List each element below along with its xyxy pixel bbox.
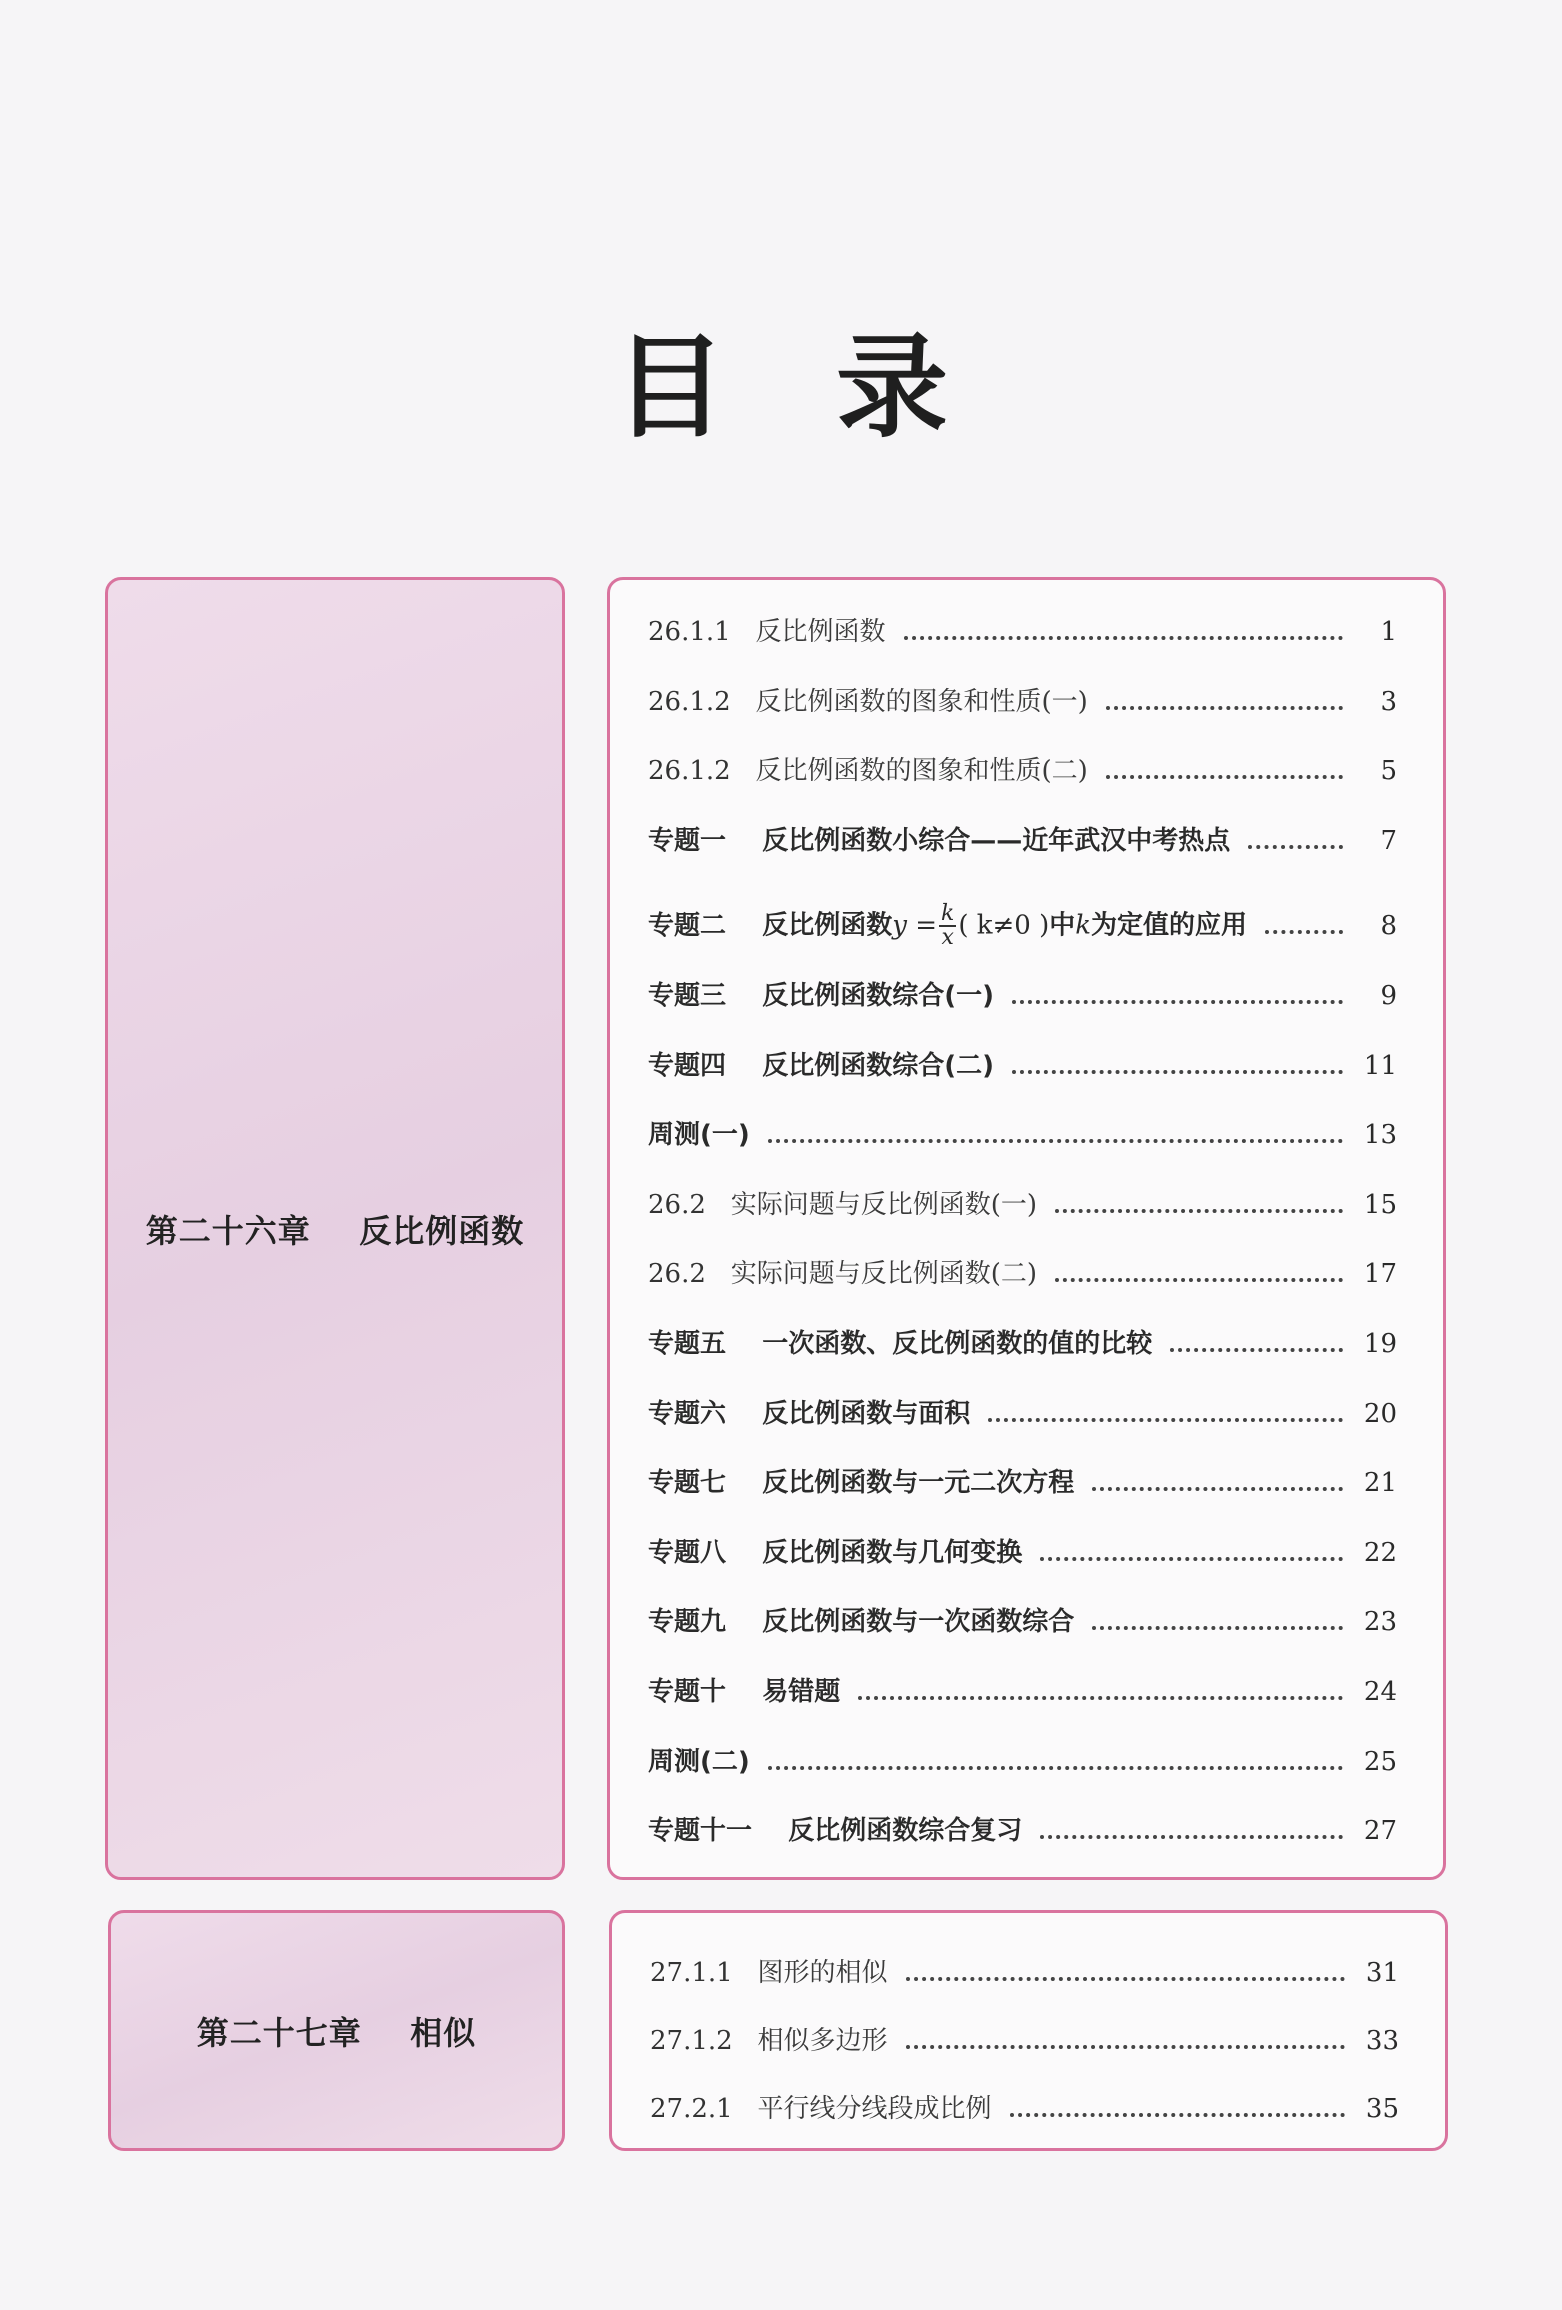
leader-dots	[1106, 775, 1343, 779]
toc-entry-page: 21	[1363, 1468, 1397, 1499]
toc-entry-label: 相似多边形	[757, 2026, 888, 2056]
formula-fraction	[939, 903, 956, 949]
toc-entry[interactable]	[648, 1531, 1397, 1575]
toc-entry[interactable]	[648, 1392, 1397, 1436]
toc-entry[interactable]	[648, 974, 1397, 1018]
toc-entry-label: 反比例函数与几何变换	[762, 1537, 1023, 1568]
leader-dots	[858, 1696, 1343, 1700]
leader-dots	[1012, 1070, 1343, 1074]
toc-list-26	[648, 580, 1397, 1877]
toc-entry-number: 专题十一	[648, 1816, 789, 1847]
toc-entry-page: 22	[1363, 1537, 1397, 1568]
toc-entry[interactable]	[650, 2087, 1399, 2131]
toc-entry-page: 27	[1363, 1816, 1397, 1847]
toc-entry-number: 专题九	[648, 1607, 763, 1638]
toc-entry-page: 23	[1363, 1607, 1397, 1638]
toc-entry-page: 19	[1363, 1329, 1397, 1359]
toc-entry-label: 反比例函数的图象和性质(二)	[755, 756, 1088, 787]
leader-dots	[1055, 1278, 1343, 1282]
leader-dots	[906, 1977, 1345, 1981]
toc-entry-page: 11	[1363, 1050, 1397, 1081]
toc-entry-number: 专题一	[648, 825, 763, 856]
toc-entry-number: 专题十	[648, 1677, 763, 1707]
leader-dots	[768, 1766, 1343, 1770]
leader-dots	[1040, 1835, 1343, 1839]
toc-entry-number: 26.2	[648, 1259, 731, 1290]
toc-entry-label: 图形的相似	[757, 1958, 888, 1988]
toc-entry-page: 1	[1380, 617, 1397, 647]
toc-entry-page: 24	[1363, 1677, 1397, 1707]
leader-dots	[1248, 845, 1343, 849]
toc-entry[interactable]	[648, 749, 1397, 793]
toc-entry-number: 27.1.2	[650, 2026, 758, 2056]
toc-entry-page: 3	[1380, 686, 1397, 717]
toc-entry-number: 26.1.2	[648, 686, 756, 717]
toc-entry-page: 5	[1380, 756, 1397, 787]
toc-entry-page: 7	[1380, 825, 1397, 856]
toc-entry-label: 反比例函数与面积	[762, 1398, 971, 1429]
fraction-numerator: k	[940, 901, 955, 927]
toc-entry-page: 15	[1363, 1189, 1397, 1220]
toc-entry-page: 35	[1365, 2094, 1399, 2124]
toc-entry-number: 专题七	[648, 1468, 763, 1499]
toc-entry-number: 专题四	[648, 1050, 763, 1081]
toc-entry-number: 专题二	[648, 911, 763, 942]
toc-entry[interactable]	[648, 1740, 1397, 1784]
chapter-26-box	[105, 577, 565, 1880]
toc-entry-label: 实际问题与反比例函数(二)	[730, 1259, 1037, 1290]
leader-dots	[1092, 1626, 1343, 1630]
toc-entry-number: 27.1.1	[650, 1958, 758, 1988]
toc-entry-label: 平行线分线段成比例	[757, 2094, 992, 2124]
toc-entry-label: 易错题	[762, 1677, 841, 1707]
leader-dots	[1040, 1557, 1343, 1561]
toc-entry-label: 周测(一)	[648, 1120, 750, 1151]
toc-entry[interactable]	[648, 610, 1397, 654]
toc-entry-label: 一次函数、反比例函数的值的比较	[762, 1329, 1153, 1359]
toc-entry-page: 17	[1363, 1259, 1397, 1290]
toc-entry[interactable]	[648, 1252, 1397, 1296]
chapter-26-toc	[607, 577, 1446, 1880]
toc-entry-label: 反比例函数与一次函数综合	[762, 1607, 1075, 1638]
leader-dots	[988, 1418, 1343, 1422]
chapter-27-toc	[609, 1910, 1448, 2151]
toc-entry-number: 26.1.2	[648, 756, 756, 787]
leader-dots	[1092, 1487, 1343, 1491]
toc-entry-label: 反比例函数	[755, 617, 886, 647]
toc-entry[interactable]	[648, 1322, 1397, 1366]
toc-entry-page: 31	[1365, 1958, 1399, 1988]
chapter-27-title: 第二十七章 相似	[196, 2013, 477, 2052]
toc-entry[interactable]	[648, 1670, 1397, 1714]
toc-entry[interactable]	[648, 1183, 1397, 1227]
toc-entry-number: 26.2	[648, 1189, 731, 1220]
toc-entry[interactable]	[648, 1600, 1397, 1644]
toc-entry[interactable]	[648, 901, 1397, 951]
toc-entry[interactable]	[648, 1809, 1397, 1853]
toc-entry-label: 反比例函数综合(二)	[762, 1050, 994, 1081]
toc-entry-label: 反比例函数综合复习	[788, 1816, 1023, 1847]
toc-entry-label: 实际问题与反比例函数(一)	[730, 1189, 1037, 1220]
leader-dots	[906, 2045, 1345, 2049]
toc-entry-number: 27.2.1	[650, 2094, 758, 2124]
leader-dots	[1170, 1348, 1343, 1352]
chapter-27-box	[108, 1910, 565, 2151]
fraction-denominator: x	[941, 925, 954, 951]
toc-entry[interactable]	[648, 819, 1397, 863]
chapter-26-title: 第二十六章 反比例函数	[145, 1211, 525, 1250]
toc-entry[interactable]	[650, 2019, 1399, 2063]
toc-entry-number: 专题五	[648, 1329, 763, 1359]
formula-condition: ( k≠0 )	[958, 910, 1050, 941]
toc-entry[interactable]	[650, 1951, 1399, 1995]
toc-entry[interactable]	[648, 1044, 1397, 1088]
formula-tail: 为定值的应用	[1091, 910, 1248, 941]
toc-entry-page: 13	[1363, 1120, 1397, 1151]
toc-entry-page: 9	[1380, 981, 1397, 1011]
toc-entry-page: 25	[1363, 1746, 1397, 1777]
toc-entry-number: 专题八	[648, 1537, 763, 1568]
toc-entry-label: 周测(二)	[648, 1746, 750, 1777]
leader-dots	[1106, 706, 1343, 710]
formula-prefix: 反比例函数	[762, 910, 893, 941]
formula-y: y =	[892, 910, 937, 941]
leader-dots	[1010, 2113, 1345, 2117]
toc-entry-label: 反比例函数综合(一)	[762, 981, 994, 1011]
toc-entry-number: 专题六	[648, 1398, 763, 1429]
toc-entry-page: 20	[1363, 1398, 1397, 1429]
leader-dots	[1055, 1209, 1343, 1213]
toc-list-27	[650, 1913, 1399, 2148]
page-title: 目录	[614, 323, 1058, 453]
toc-entry-label	[762, 903, 1247, 949]
formula-suffix: 中	[1049, 910, 1076, 941]
toc-entry-page: 33	[1365, 2026, 1399, 2056]
leader-dots	[1265, 930, 1343, 934]
toc-entry-page: 8	[1380, 911, 1397, 942]
toc-entry-number: 26.1.1	[648, 617, 756, 647]
toc-entry[interactable]	[648, 680, 1397, 724]
toc-entry-label: 反比例函数小综合——近年武汉中考热点	[762, 825, 1231, 856]
toc-entry[interactable]	[648, 1113, 1397, 1157]
leader-dots	[1012, 1000, 1343, 1004]
toc-entry-number: 专题三	[648, 981, 763, 1011]
leader-dots	[768, 1139, 1343, 1143]
toc-entry-label: 反比例函数的图象和性质(一)	[755, 686, 1088, 717]
formula-k: k	[1075, 910, 1092, 941]
toc-entry[interactable]	[648, 1461, 1397, 1505]
toc-entry-label: 反比例函数与一元二次方程	[762, 1468, 1075, 1499]
leader-dots	[904, 636, 1343, 640]
